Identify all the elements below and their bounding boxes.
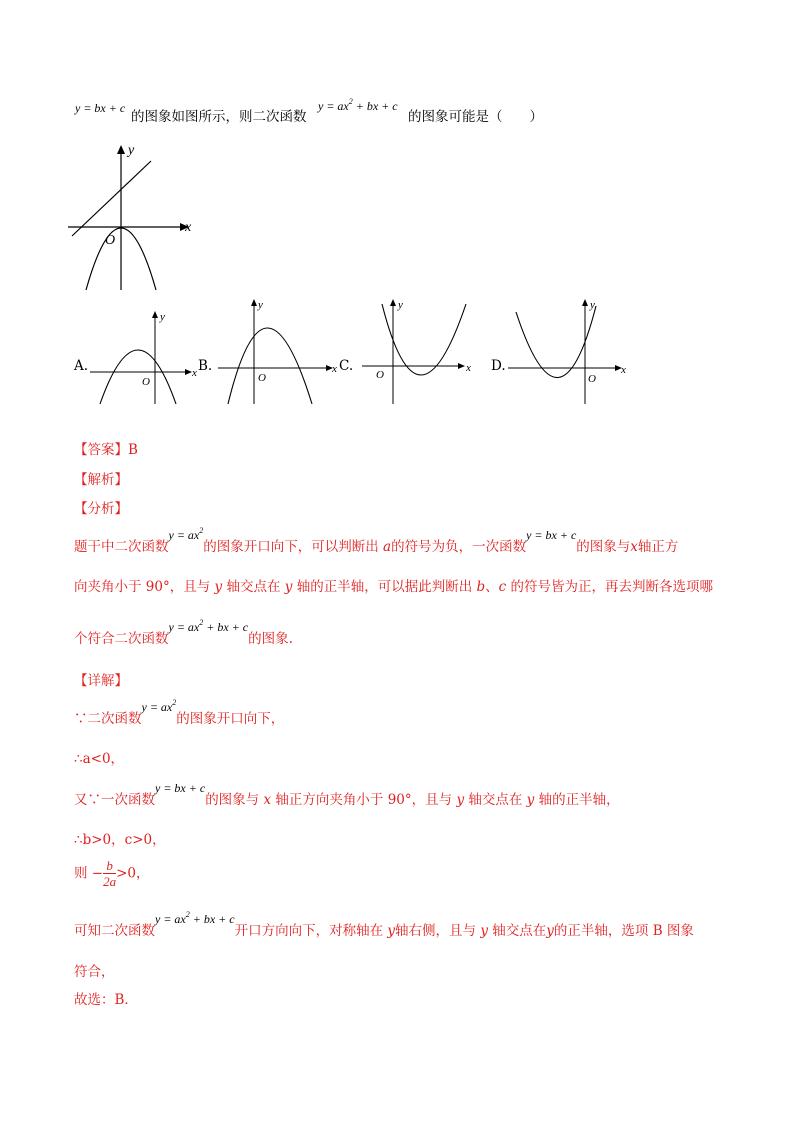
fenxi-tag: 【分析】 (74, 501, 128, 517)
option-d-graph[interactable] (508, 296, 633, 408)
option-b-label[interactable]: B. (198, 358, 213, 374)
option-b-graph[interactable] (218, 296, 343, 408)
option-b-y: y (258, 299, 263, 311)
fenxi-line1: 题干中二次函数$y = ax^2$的图象开口向下，可以判断出 a的符号为负，一次函数y = bx + c的图象与x轴正方 (74, 526, 679, 555)
option-c-y: y (398, 299, 403, 311)
xiangjie-line4: ∴b>0，c>0， (74, 832, 166, 848)
option-b-o: O (258, 372, 266, 384)
option-d-label[interactable]: D. (491, 358, 506, 374)
main-x-label: x (185, 220, 192, 235)
option-c-graph[interactable] (362, 296, 477, 408)
option-a-y: y (160, 311, 165, 323)
option-c-x: x (466, 362, 471, 374)
xiangjie-line1: ∵二次函数$y = ax^2$的图象开口向下， (74, 698, 285, 727)
option-a-o: O (142, 376, 150, 388)
xiangjie-line2: ∴a<0， (74, 751, 125, 767)
fraction-b-over-2a: $\frac{b}{2a}$ (103, 858, 117, 889)
main-y-label: y (128, 143, 135, 158)
option-a-graph[interactable] (90, 308, 200, 408)
fenxi-line2: 向夹角小于 90°，且与 y 轴交点在 y 轴的正半轴，可以据此判断出 b、c 的符号皆为正，再去判断各选项哪 (74, 579, 714, 595)
fenxi-line3: 个符合二次函数$y = ax^2$ + bx + c的图象. (74, 618, 293, 647)
question-text-2: 的图象可能是（ ） (408, 109, 543, 125)
option-d-y: y (590, 299, 595, 311)
xiangjie-line5: 则 − $\frac{b}{2a}$ >0， (74, 858, 150, 889)
option-a-label[interactable]: A. (74, 358, 89, 374)
quadratic-formula: $y = ax^2$ + bx + c (318, 97, 398, 113)
main-graph (68, 140, 208, 295)
main-line (72, 161, 151, 236)
answer-tag: 【答案】 (74, 442, 128, 458)
linear-formula: y = bx + c (75, 101, 126, 115)
option-b-x: x (332, 363, 337, 375)
xiangjie-line3: 又∵一次函数y = bx + c的图象与 x 轴正方向夹角小于 90°，且与 y 轴交点在 y 轴的正半轴， (74, 781, 620, 808)
analysis-tag: 【解析】 (74, 472, 128, 488)
xiangjie-line6: 可知二次函数$y = ax^2$ + bx + c开口方向向下，对称轴在 y轴右侧，且与 y 轴交点在y的正半轴，选项 B 图象 (74, 910, 694, 939)
answer (74, 441, 138, 459)
xiangjie-line7: 符合， (74, 964, 115, 980)
option-d-x: x (621, 364, 626, 376)
option-d-o: O (588, 373, 596, 385)
answer-value: B (128, 442, 138, 458)
question-text-1: 的图象如图所示，则二次函数 (131, 109, 307, 125)
xiangjie-tag: 【详解】 (74, 673, 128, 689)
option-c-label[interactable]: C. (339, 358, 354, 374)
option-c-o: O (376, 369, 384, 381)
main-origin-label: O (105, 233, 116, 248)
main-y-arrow (117, 145, 125, 154)
option-a-x: x (192, 367, 197, 379)
xiangjie-line8: 故选：B． (74, 992, 138, 1008)
